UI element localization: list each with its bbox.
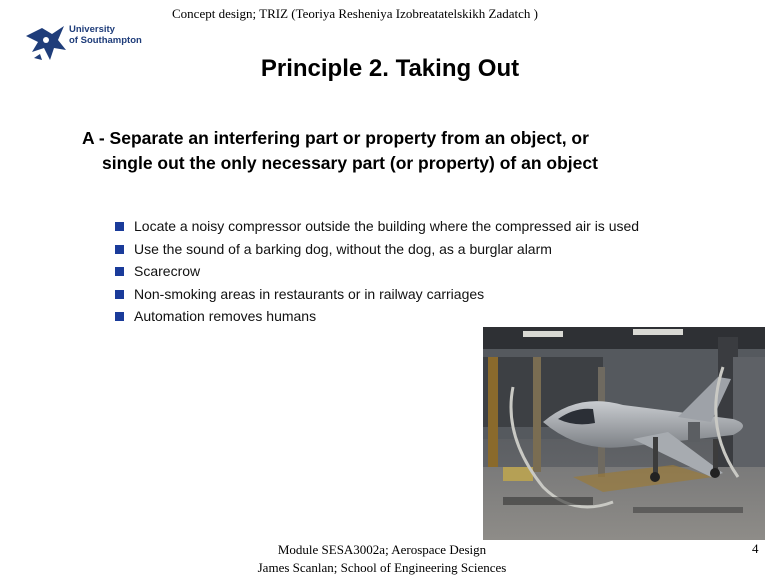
list-item (115, 242, 655, 257)
square-bullet-icon (115, 290, 124, 299)
square-bullet-icon (115, 222, 124, 231)
list-item (115, 287, 655, 302)
list-item (115, 219, 655, 234)
example-list (115, 219, 655, 332)
list-item (115, 309, 655, 324)
aircraft-hangar-photo (483, 327, 765, 540)
page-number: 4 (752, 541, 759, 556)
list-item-text: Locate a noisy compressor outside the building where the compressed air is used (134, 218, 640, 234)
logo-line-1: University (69, 24, 115, 35)
logo-line-2: of Southampton (69, 35, 142, 46)
square-bullet-icon (115, 267, 124, 276)
square-bullet-icon (115, 312, 124, 321)
square-bullet-icon (115, 245, 124, 254)
footer-module: Module SESA3002a; Aerospace Design (277, 542, 487, 557)
principle-description (82, 126, 722, 176)
slide-header: Concept design; TRIZ (Teoriya Resheniya Izobreatatelskikh Zadatch ) (172, 6, 538, 21)
list-item-text: Use the sound of a barking dog, without the dog, as a burglar alarm (134, 240, 552, 257)
description-line-2: single out the only necessary part (or property) of an object (102, 153, 598, 173)
list-item (115, 264, 655, 279)
list-item-text: Scarecrow (134, 263, 201, 279)
list-item-text: Automation removes humans (134, 308, 317, 324)
slide-title: Principle 2. Taking Out (260, 55, 520, 82)
description-line-1: A - Separate an interfering part or property from an object, or (82, 128, 589, 148)
logo-text (69, 24, 142, 46)
slide-footer (200, 541, 564, 577)
footer-author: James Scanlan; School of Engineering Sciences (257, 560, 507, 575)
list-item-text: Non-smoking areas in restaurants or in railway carriages (134, 285, 485, 302)
